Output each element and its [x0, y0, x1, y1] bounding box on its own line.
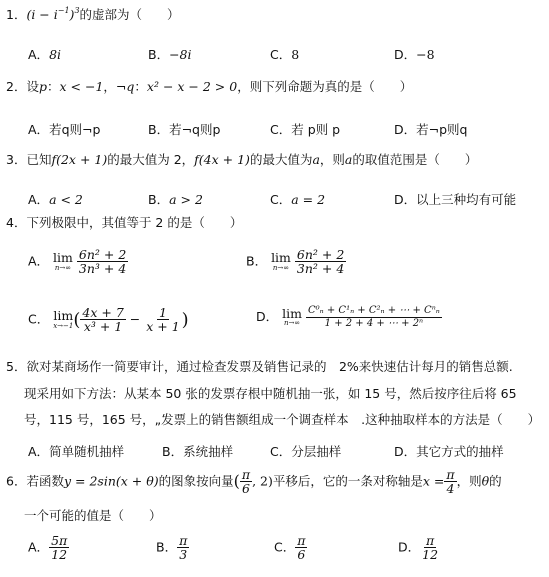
- q5-line2: 现采用如下方法：从某本 50 张的发票存根中随机抽一张，如 15 号，然后按序往后将 65: [24, 386, 517, 401]
- q3-option-b[interactable]: B．a > 2: [148, 192, 203, 207]
- q2-stem: 2．设p：x < −1，¬q：x² − x − 2 > 0，则下列命题为真的是（ ）: [6, 79, 413, 94]
- q3-option-d[interactable]: D．以上三种均有可能: [394, 192, 517, 207]
- q1-option-a[interactable]: A．8i: [28, 47, 62, 62]
- q4-option-a[interactable]: A． lim n→∞ $\frac{\text{6n² + 2}}{\text{3n³ + 4}}$: [28, 247, 127, 277]
- q5-option-b[interactable]: B．系统抽样: [162, 444, 234, 459]
- q1-expression: $(i - i^{-1})^3$: [26, 6, 80, 22]
- q1-stem: [6, 6, 180, 22]
- q3-stem: 3．已知f(2x + 1)的最大值为 2，f(4x + 1)的最大值为a，则a的取值范围是（ ）: [6, 152, 478, 167]
- q1-option-b[interactable]: B．−8i: [148, 47, 192, 62]
- q4-option-b[interactable]: B． lim n→∞ $\frac{\text{6n² + 2}}{\text{3n² + 4}}$: [246, 247, 345, 277]
- q3-option-c[interactable]: C．a = 2: [270, 192, 326, 207]
- q4-option-c[interactable]: C． lim x→−1 ( $\frac{4x + 7}{\text{x³ + 1}}$ − $\frac{1}{x + 1}$ ): [28, 305, 189, 335]
- q1-option-d[interactable]: D．−8: [394, 47, 435, 62]
- q2-option-a[interactable]: A．若q则¬p: [28, 122, 101, 137]
- q3-option-a[interactable]: A．a < 2: [28, 192, 83, 207]
- q6-option-c[interactable]: C． $\frac{\pi}{6}$: [274, 533, 306, 563]
- q2-option-c[interactable]: C．若 p则 p: [270, 122, 341, 137]
- q5-line1: 5．欲对某商场作一简要审计，通过检查发票及销售记录的 2%来快速估计每月的销售总额.: [6, 359, 513, 374]
- q2-option-d[interactable]: D．若¬p则q: [394, 122, 468, 137]
- q4-option-d[interactable]: D． lim n→∞ $\frac{\text{C⁰ₙ + C¹ₙ + C²ₙ + ⋯ + Cⁿₙ}}{\text{1 + 2 + 4 + ⋯ + 2ⁿ}}$: [256, 305, 440, 329]
- q5-option-d[interactable]: D．其它方式的抽样: [394, 444, 504, 459]
- q2-option-b[interactable]: B．若¬q则p: [148, 122, 221, 137]
- q6-line2: 一个可能的值是（ ）: [24, 508, 162, 523]
- q6-option-d[interactable]: D． $\frac{\pi}{12}$: [398, 533, 439, 563]
- q4-stem: 4．下列极限中，其值等于 2 的是（ ）: [6, 215, 243, 230]
- q6-option-b[interactable]: B． $\frac{\pi}{3}$: [156, 533, 188, 563]
- q5-line3: 号，115 号，165 号，„发票上的销售额组成一个调查样本 .这种抽取样本的方法是（ ）: [24, 412, 541, 427]
- q6-option-a[interactable]: A． $\frac{5\pi}{12}$: [28, 533, 68, 563]
- q6-stem: 6．若函数y = 2sin(x + θ)的图象按向量( $\frac{\pi}{6}$ , 2)平移后，它的一条对称轴是x = $\frac{\pi}{4}$ ，则θ的: [6, 467, 502, 497]
- q5-option-c[interactable]: C．分层抽样: [270, 444, 342, 459]
- q1-stem-text: 的虚部为（ ）: [79, 7, 180, 22]
- q1-number: 1．: [6, 7, 27, 22]
- q1-option-c[interactable]: C．8: [270, 47, 300, 62]
- q5-option-a[interactable]: A．简单随机抽样: [28, 444, 125, 459]
